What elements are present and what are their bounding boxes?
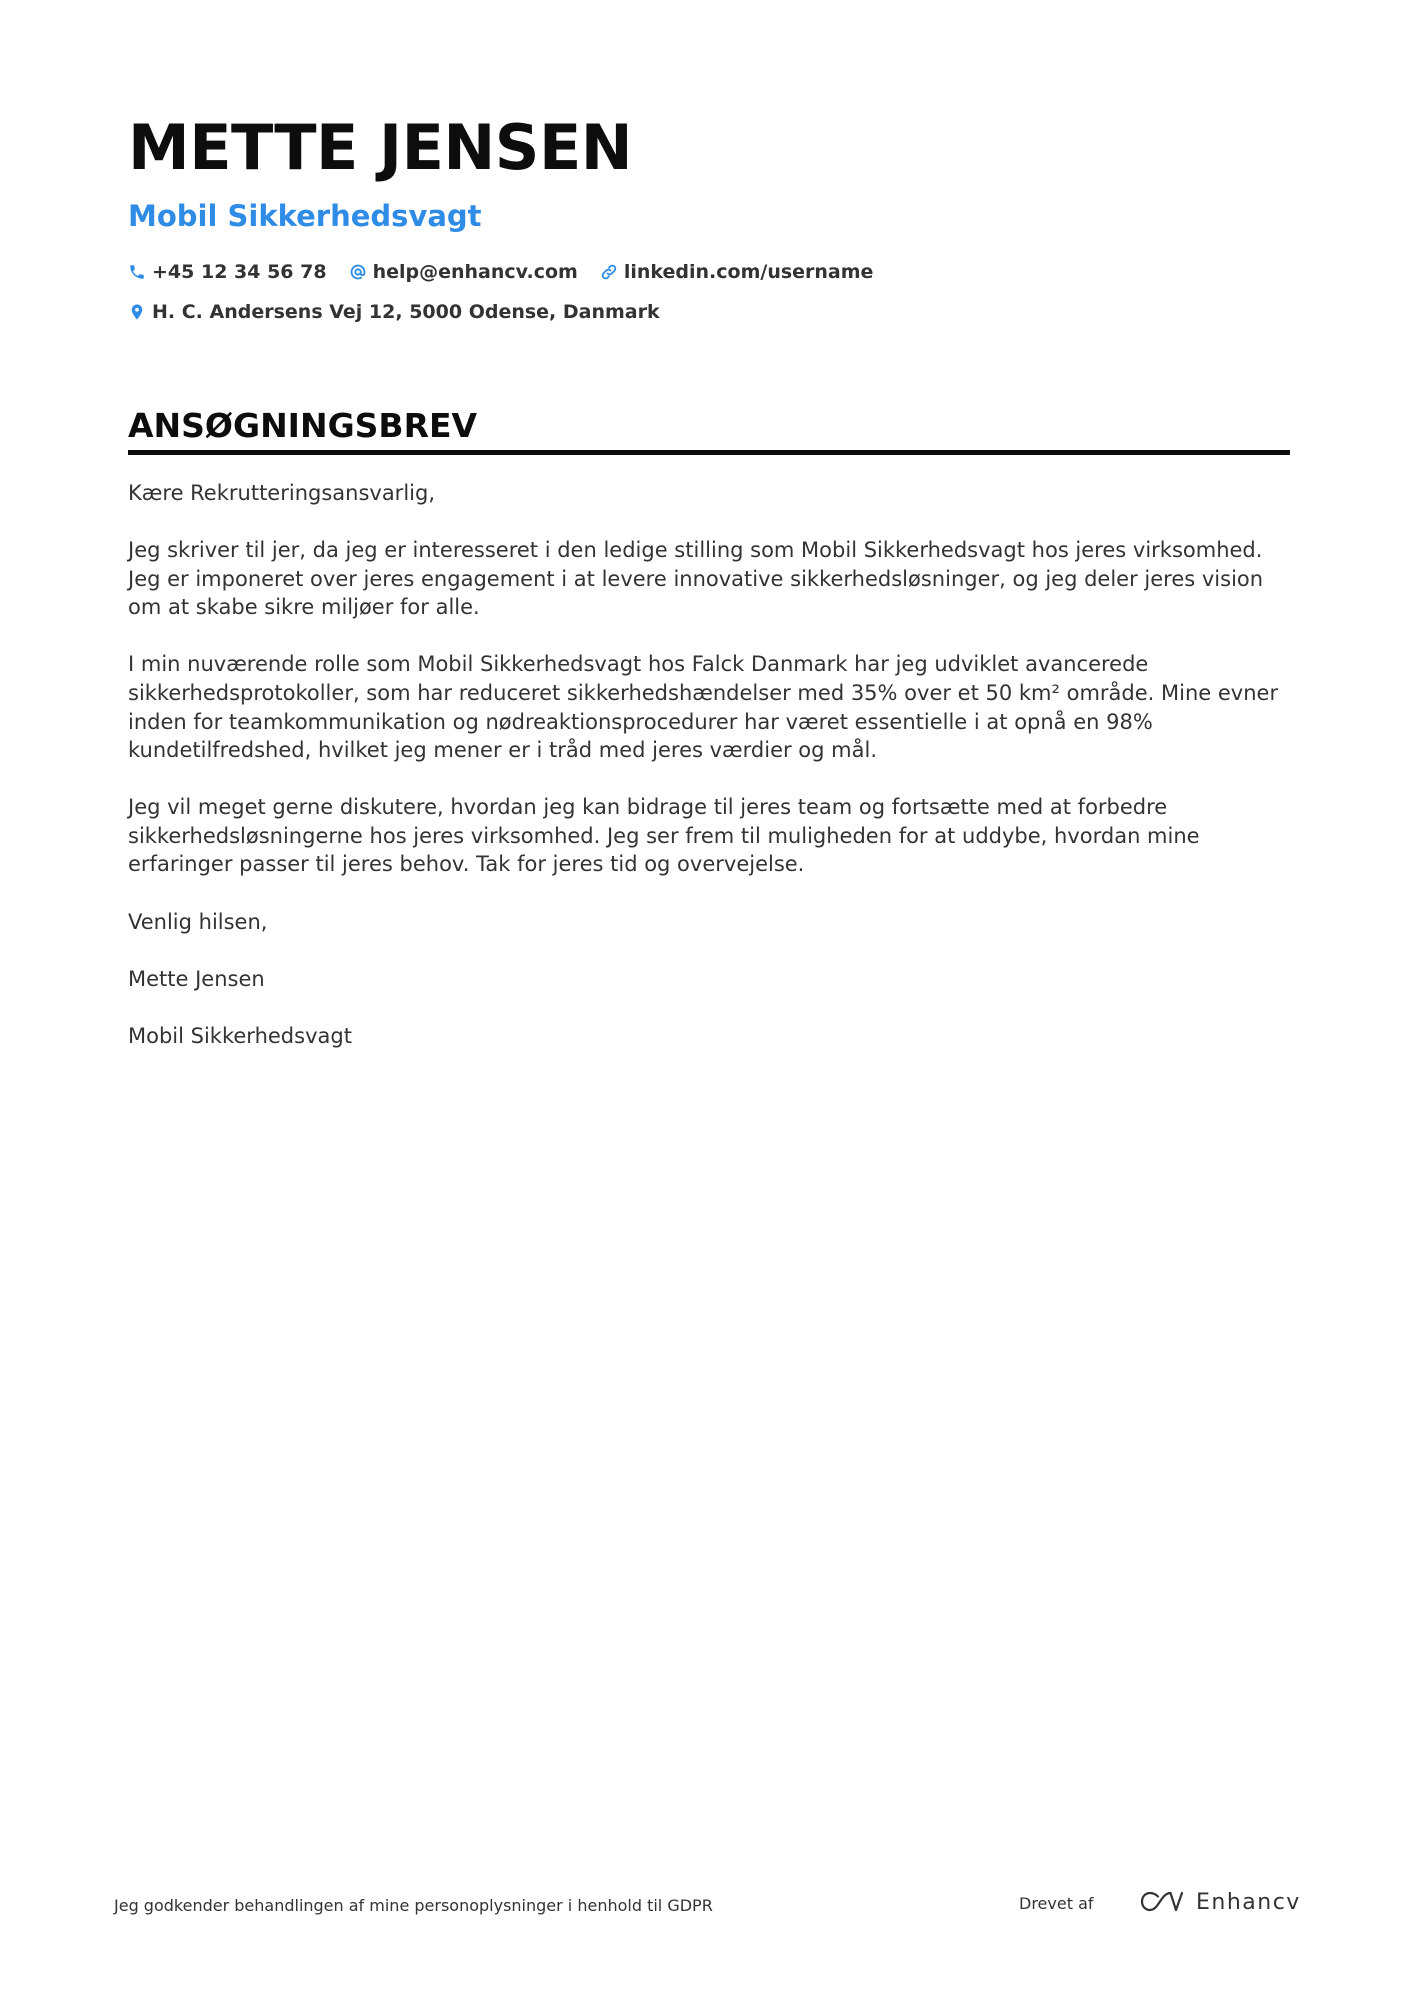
section-title: ANSØGNINGSBREV <box>128 406 478 445</box>
powered-by-label: Drevet af <box>1019 1894 1094 1913</box>
letter-body <box>128 479 1290 1050</box>
contact-linkedin[interactable] <box>600 258 874 286</box>
contact-email[interactable] <box>349 258 578 286</box>
email-text[interactable]: help@enhancv.com <box>372 261 578 283</box>
letter-section <box>128 404 1290 1079</box>
at-icon <box>349 263 367 281</box>
link-icon <box>600 263 618 281</box>
address-row <box>128 298 1288 326</box>
phone-text: +45 12 34 56 78 <box>152 261 327 283</box>
contact-address <box>128 298 660 326</box>
gdpr-consent-text: Jeg godkender behandlingen af mine personoplysninger i henhold til GDPR <box>114 1896 713 1915</box>
job-title: Mobil Sikkerhedsvagt <box>128 199 482 233</box>
signature-title: Mobil Sikkerhedsvagt <box>128 1023 352 1048</box>
section-divider <box>128 450 1290 455</box>
letter-paragraph: Jeg vil meget gerne diskutere, hvordan jeg kan bidrage til jeres team og fortsætte med at forbedre sikkerhedsløsningerne hos jeres virksomhed. Jeg ser frem til muligheden for at uddybe, hvordan mine erfaringer passer til jeres behov. Tak for jeres tid og overvejelse. <box>128 795 1200 877</box>
phone-icon <box>128 263 146 281</box>
signature-name: Mette Jensen <box>128 966 265 991</box>
enhancv-logo-icon <box>1138 1888 1186 1916</box>
footer <box>114 1889 1301 1924</box>
salutation: Kære Rekrutteringsansvarlig, <box>128 481 435 505</box>
brand-name[interactable]: Enhancv <box>1196 1889 1301 1915</box>
linkedin-text[interactable]: linkedin.com/username <box>623 261 874 283</box>
address-text: H. C. Andersens Vej 12, 5000 Odense, Danmark <box>152 301 660 323</box>
letter-paragraph: I min nuværende rolle som Mobil Sikkerhedsvagt hos Falck Danmark har jeg udviklet avancerede sikkerhedsprotokoller, som har reduceret sikkerhedshændelser med 35% over et 50 km² område. Mine evner inden for teamkommunikation og nødreaktionsprocedurer har været essentielle i at opnå en 98% kundetilfredshed, hvilket jeg mener er i tråd med jeres værdier og mål. <box>128 652 1279 763</box>
applicant-name: METTE JENSEN <box>128 111 633 184</box>
closing: Venlig hilsen, <box>128 909 268 934</box>
contact-phone <box>128 258 327 286</box>
location-pin-icon <box>128 303 146 321</box>
header <box>128 110 1288 326</box>
letter-paragraph: Jeg skriver til jer, da jeg er interesseret i den ledige stilling som Mobil Sikkerhedsvagt hos jeres virksomhed. Jeg er imponeret over jeres engagement i at levere innovative sikkerhedsløsninger, og jeg deler jeres vision om at skabe sikre miljøer for alle. <box>128 538 1264 620</box>
contact-row <box>128 258 1288 286</box>
brand[interactable] <box>1138 1888 1301 1916</box>
